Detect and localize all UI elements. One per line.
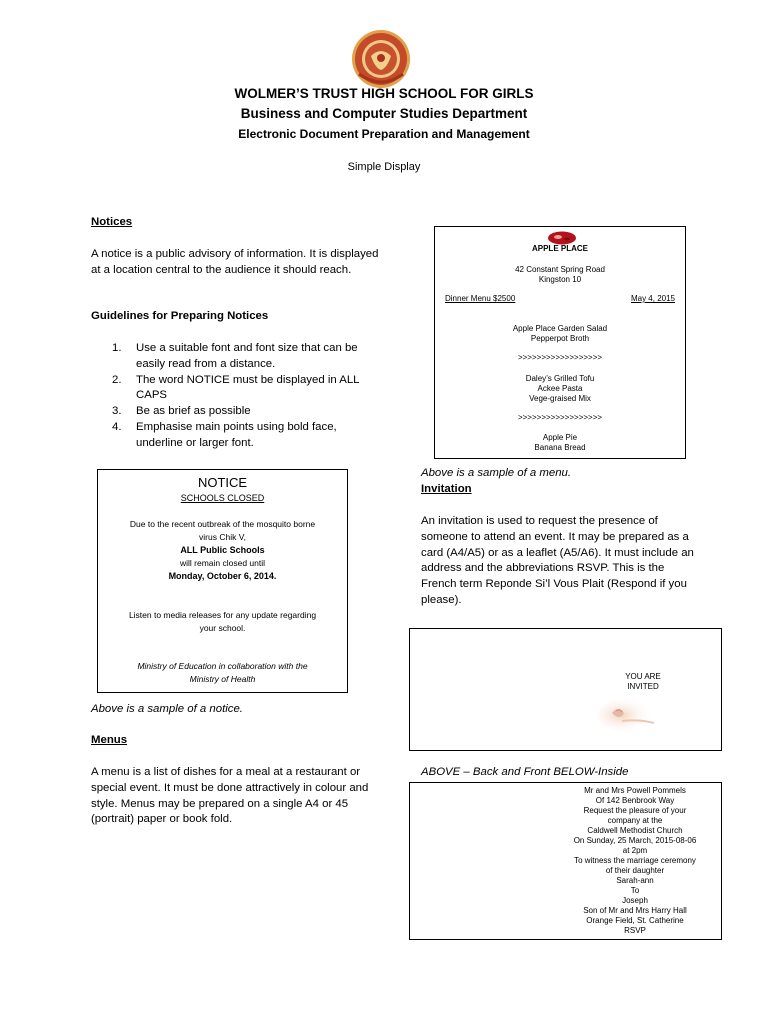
notice-caption: Above is a sample of a notice.	[91, 703, 243, 715]
notice-line: Monday, October 6, 2014.	[168, 571, 277, 581]
invitation-line: To witness the marriage ceremony	[574, 856, 696, 865]
guidelines-list	[109, 341, 381, 452]
notice-line: ALL Public Schools	[180, 545, 265, 555]
notice-line: Ministry of Health	[189, 674, 256, 684]
list-number: 4.	[112, 420, 122, 433]
menu-item: Apple Place Garden Salad	[512, 324, 608, 333]
list-item-text: Use a suitable font and font size that can be easily read from a distance.	[136, 342, 358, 370]
notices-paragraph: A notice is a public advisory of information. It is displayed at a location central to the audience it should reach.	[91, 248, 379, 276]
list-item-text: Be as brief as possible	[136, 405, 251, 418]
menu-item: Pepperpot Broth	[530, 334, 590, 343]
invitation-line: of their daughter	[605, 866, 665, 875]
notice-line: will remain closed until	[179, 558, 266, 568]
invitation-paragraph: An invitation is used to request the presence of someone to attend an event. It may be prepared as a card (A4/A5) or as a leaflet (A5/A6). It must include an address and the abbreviations RSVP. This is the French term Reponde Si’l Vous Plait (Respond if you please).	[421, 515, 694, 606]
list-number: 2.	[112, 373, 122, 386]
notice-line: virus Chik V,	[199, 532, 246, 542]
restaurant-address: Kingston 10	[538, 275, 582, 284]
invitation-line: Orange Field, St. Catherine	[586, 916, 684, 925]
school-name: WOLMER’S TRUST HIGH SCHOOL FOR GIRLS	[234, 86, 534, 101]
sample-notice-box	[97, 469, 348, 693]
invitation-caption: ABOVE – Back and Front BELOW-Inside	[421, 766, 629, 778]
menu-item: Ackee Pasta	[537, 384, 583, 393]
invitation-line: To	[630, 886, 640, 895]
list-item	[109, 341, 381, 373]
menus-paragraph: A menu is a list of dishes for a meal at a restaurant or special event. It must be done attractively in colour and style. Menus may be prepared on a single A4 or 45 (portrait) paper or book fold.	[91, 766, 369, 826]
restaurant-address: 42 Constant Spring Road	[515, 265, 605, 274]
invitation-line: On Sunday, 25 March, 2015-08-06	[573, 836, 697, 845]
menu-item: Vege-graised Mix	[529, 394, 591, 403]
list-number: 3.	[112, 405, 122, 418]
list-item-text: Emphasise main points using bold face, underline or larger font.	[136, 420, 337, 449]
invitation-heading: Invitation	[421, 483, 472, 495]
list-number: 1.	[112, 342, 122, 354]
apple-logo	[547, 230, 577, 245]
invitation-inside-box	[409, 782, 722, 940]
course-name: Electronic Document Preparation and Management	[238, 127, 530, 141]
list-item	[109, 373, 381, 405]
sample-menu-box	[434, 226, 686, 459]
menu-item: Daley’s Grilled Tofu	[525, 374, 595, 383]
notice-line: Listen to media releases for any update regarding	[128, 610, 317, 620]
notice-line: your school.	[199, 623, 246, 633]
list-item	[109, 420, 381, 452]
school-crest-logo	[349, 28, 413, 90]
invitation-line: company at the	[607, 816, 663, 825]
invitation-line: Sarah-ann	[616, 876, 654, 885]
menu-item: Apple Pie	[542, 433, 578, 442]
list-item	[109, 404, 381, 420]
invitation-line: Caldwell Methodist Church	[587, 826, 683, 835]
invitation-line: Of 142 Benbrook Way	[595, 796, 675, 805]
list-item-text: The word NOTICE must be displayed in ALL CAPS	[136, 373, 360, 402]
menu-caption: Above is a sample of a menu.	[421, 467, 572, 479]
invitation-line: Request the pleasure of your	[583, 806, 687, 815]
menu-separator: >>>>>>>>>>>>>>>>>>	[517, 413, 603, 422]
notice-line: Ministry of Education in collaboration with the	[137, 661, 308, 671]
menu-separator: >>>>>>>>>>>>>>>>>>	[517, 353, 603, 362]
menu-date: May 4, 2015	[630, 294, 675, 303]
notice-line: Due to the recent outbreak of the mosquito borne	[129, 519, 316, 529]
invitation-line: Mr and Mrs Powell Pommels	[584, 786, 686, 795]
invitation-line: at 2pm	[622, 846, 648, 855]
invitation-line: RSVP	[624, 926, 646, 935]
invitation-line: Joseph	[622, 896, 648, 905]
notice-title: NOTICE	[197, 475, 248, 490]
guidelines-heading: Guidelines for Preparing Notices	[91, 310, 269, 322]
invitation-front-text: YOU ARE	[625, 672, 661, 681]
menu-price: Dinner Menu $2500	[445, 294, 516, 303]
invitation-front-text: INVITED	[627, 682, 659, 691]
topic-title: Simple Display	[347, 161, 421, 173]
notices-heading: Notices	[91, 216, 133, 228]
notice-subtitle: SCHOOLS CLOSED	[180, 493, 265, 503]
rose-artwork-icon	[598, 695, 658, 735]
invitation-front-box	[409, 628, 722, 751]
restaurant-name: APPLE PLACE	[531, 244, 588, 253]
menu-item: Banana Bread	[534, 443, 586, 452]
menus-heading: Menus	[91, 734, 128, 746]
department-name: Business and Computer Studies Department	[240, 106, 528, 121]
invitation-line: Son of Mr and Mrs Harry Hall	[583, 906, 687, 915]
